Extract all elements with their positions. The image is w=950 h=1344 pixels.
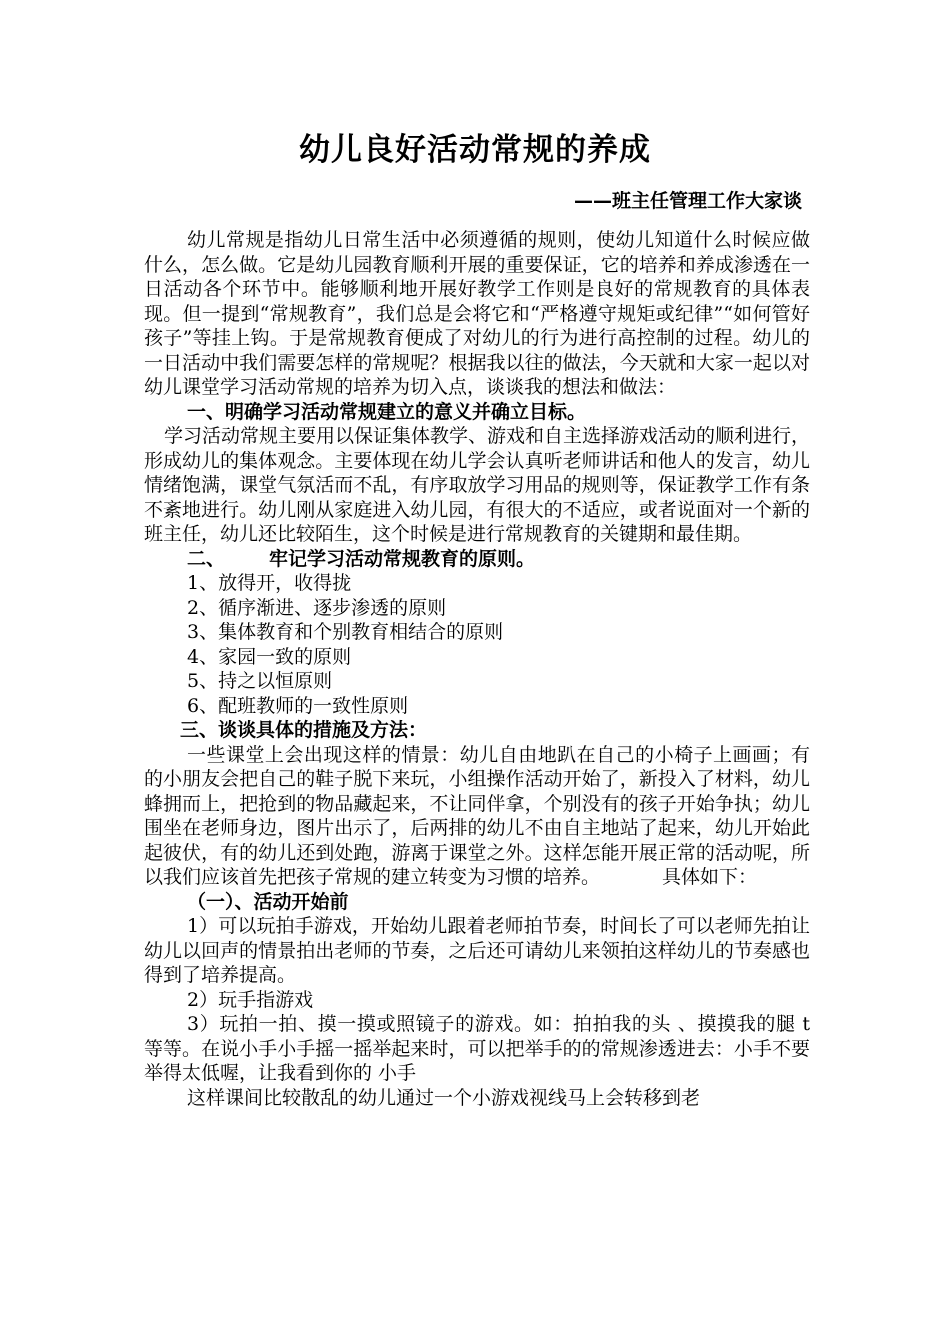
section3-paragraph-tail: 具体如下： (662, 866, 758, 888)
document-title: 幼儿良好活动常规的养成 (299, 132, 651, 168)
principle-item: 6、配班教师的一致性原则 (187, 694, 409, 717)
intro-paragraph: 幼儿常规是指幼儿日常生活中必须遵循的规则，使幼儿知道什么时候应做什么，怎么做。它是幼儿园教育顺利开展的重要保证，它的培养和养成渗透在一日活动各个环节中。能够顺利地开展好教学工作则是良好的常规教育的具体表现。但一提到“常规教育”，我们总是会将它和“严格遵守规矩或纪律”“如何管好孩子”等挂上钩。于是常规教育便成了对幼儿的行为进行高控制的过程。幼儿的一日活动中我们需要怎样的常规呢？根据我以往的做法，今天就和大家一起以对幼儿课堂学习活动常规的培养为切入点，谈谈我的想法和做法： (144, 229, 810, 398)
section2-heading-text: 牢记学习活动常规教育的原则。 (269, 547, 536, 570)
section1-paragraph: 学习活动常规主要用以保证集体教学、游戏和自主选择游戏活动的顺利进行，形成幼儿的集体观念。主要体现在幼儿学会认真听老师讲话和他人的发言，幼儿情绪饱满，课堂气氛活而不乱，有序取放学习用品的规则等，保证教学工作有条不紊地进行。幼儿刚从家庭进入幼儿园，有很大的不适应，或者说面对一个新的班主任，幼儿还比较陌生，这个时候是进行常规教育的关键期和最佳期。 (144, 425, 811, 545)
principle-item: 3、集体教育和个别教育相结合的原则 (187, 621, 504, 643)
principle-item: 4、家园一致的原则 (187, 645, 352, 668)
section1-heading: 一、明确学习活动常规建立的意义并确立目标。 (187, 400, 587, 423)
subsection1-heading: （一）、活动开始前 (187, 890, 349, 913)
document-body (144, 228, 810, 1110)
subsection1-paragraph-3: 3）玩拍一拍、摸一摸或照镜子的游戏。如：拍拍我的头 、摸摸我的腿 t 等等。在说小手小手摇一摇举起来时，可以把举手的的常规渗透进去：小手不要举得太低喔，让我看到你的 小手 (144, 1013, 810, 1084)
document-subtitle: ——班主任管理工作大家谈 (573, 190, 802, 212)
section3-heading: 三、谈谈具体的措施及方法： (180, 719, 428, 741)
section2-heading-number: 二、 (187, 547, 226, 570)
section3-paragraph (144, 743, 810, 890)
subsection1-paragraph-4: 这样课间比较散乱的幼儿通过一个小游戏视线马上会转移到老 (187, 1086, 701, 1109)
subsection1-paragraph-2: 2）玩手指游戏 (187, 988, 314, 1011)
section3-paragraph-text: 一些课堂上会出现这样的情景：幼儿自由地趴在自己的小椅子上画画；有的小朋友会把自己的鞋子脱下来玩，小组操作活动开始了，新投入了材料，幼儿蜂拥而上，把抢到的物品藏起来，不让同伴拿，个别没有的孩子开始争执；幼儿围坐在老师身边，图片出示了，后两排的幼儿不由自主地站了起来，幼儿开始此起彼伏，有的幼儿还到处跑，游离于课堂之外。这样怎能开展正常的活动呢，所以我们应该首先把孩子常规的建立转变为习惯的培养。 (144, 743, 810, 888)
principle-item: 5、持之以恒原则 (187, 670, 333, 692)
principle-item: 1、放得开，收得拢 (187, 572, 352, 594)
principle-item: 2、循序渐进、逐步渗透的原则 (187, 596, 447, 619)
subsection1-paragraph-1: 1）可以玩拍手游戏，开始幼儿跟着老师拍节奏，时间长了可以老师先拍让幼儿以回声的情景拍出老师的节奏，之后还可请幼儿来领拍这样幼儿的节奏感也得到了培养提高。 (144, 915, 810, 986)
section2-heading (144, 547, 810, 572)
